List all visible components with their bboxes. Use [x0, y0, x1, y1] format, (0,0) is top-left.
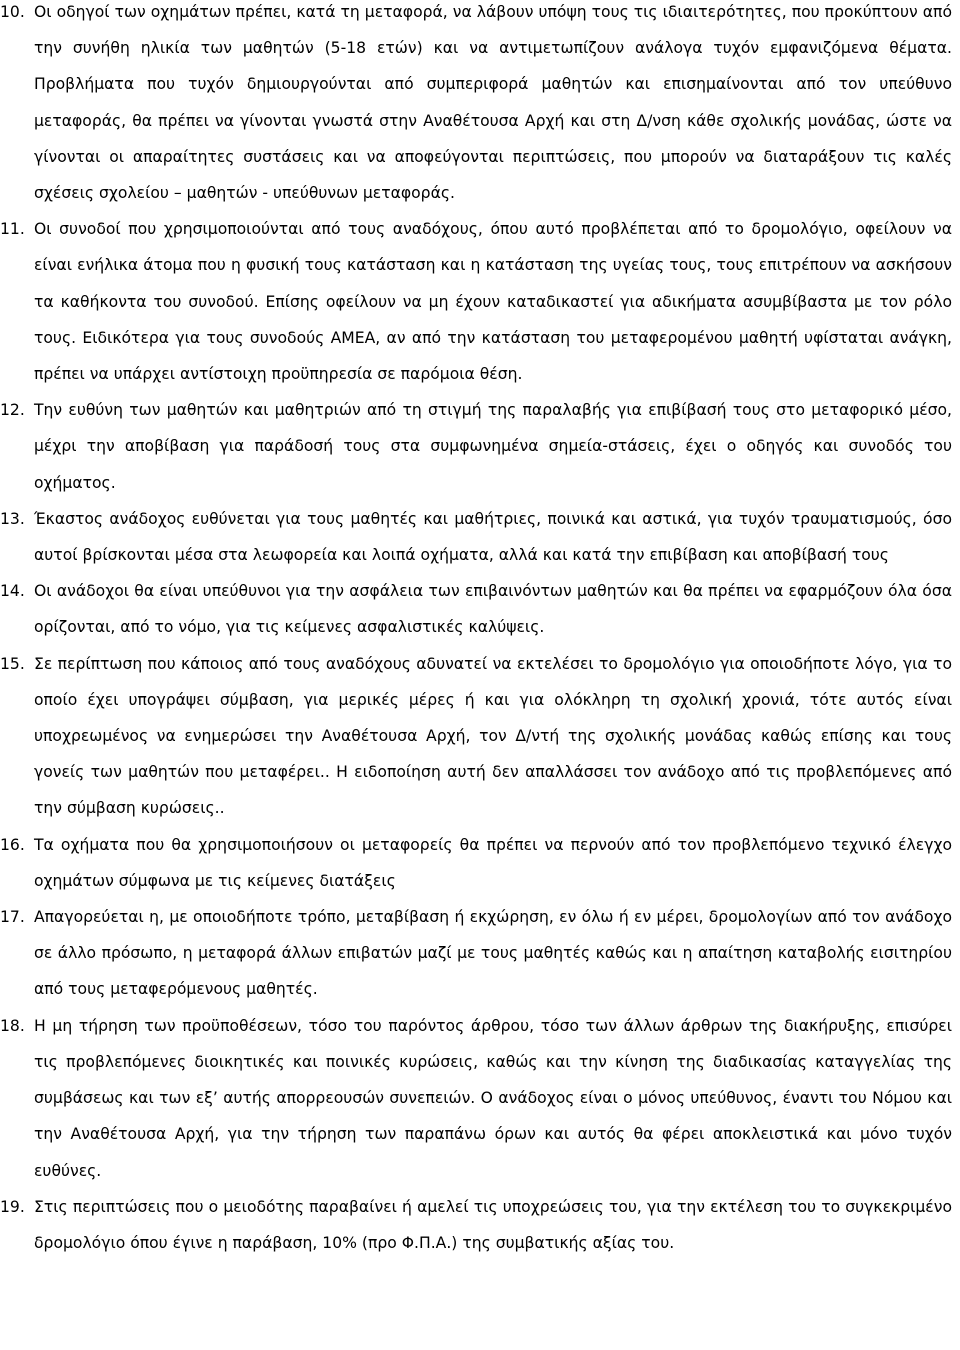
- clause-number: 11.: [0, 220, 25, 239]
- clause-text: Η μη τήρηση των προϋποθέσεων, τόσο του παρόντος άρθρου, τόσο των άλλων άρθρων της διακήρυξης, επισύρει τις προβλεπόμενες διοικητικές και ποινικές κυρώσεις, καθώς και την κίνηση της διαδικασίας καταγγελίας της συμβάσεως και των εξ’ αυτής απορρεουσών συνεπειών. Ο ανάδοχος είναι ο μόνος υπεύθυνος, έναντι του Νόμου και την Αναθέτουσα Αρχή, για την τήρηση των παραπάνω όρων και αυτός θα φέρει αποκλειστικά και μόνο τυχόν ευθύνες.: [34, 1016, 952, 1180]
- clause-10: [0, 0, 952, 211]
- clause-number: 15.: [0, 654, 25, 673]
- clause-13: [0, 501, 952, 573]
- clause-text: Απαγορεύεται η, με οποιοδήποτε τρόπο, μεταβίβαση ή εκχώρηση, εν όλω ή εν μέρει, δρομολογίων από τον ανάδοχο σε άλλο πρόσωπο, η μεταφορά άλλων επιβατών μαζί με τους μαθητές καθώς και η απαίτηση καταβολής εισιτηρίου από τους μεταφερόμενους μαθητές.: [34, 908, 952, 999]
- clause-19: [0, 1189, 952, 1261]
- clause-number: 16.: [0, 835, 25, 854]
- clause-number: 12.: [0, 401, 25, 420]
- clause-text: Την ευθύνη των μαθητών και μαθητριών από τη στιγμή της παραλαβής για επιβίβασή τους στο μεταφορικό μέσο, μέχρι την αποβίβαση για παράδοσή τους στα συμφωνημένα σημεία-στάσεις, έχει ο οδηγός και συνοδός του οχήματος.: [34, 401, 952, 492]
- clause-number: 17.: [0, 908, 25, 927]
- clause-number: 19.: [0, 1197, 25, 1216]
- clause-14: [0, 573, 952, 645]
- clause-text: Σε περίπτωση που κάποιος από τους αναδόχους αδυνατεί να εκτελέσει το δρομολόγιο για οποιοδήποτε λόγο, για το οποίο έχει υπογράψει σύμβαση, για μερικές μέρες ή και για ολόκληρη τη σχολική χρονιά, τότε αυτός είναι υποχρεωμένος να ενημερώσει την Αναθέτουσα Αρχή, τον Δ/ντή της σχολικής μονάδας καθώς επίσης και τους γονείς των μαθητών που μεταφέρει.. Η ειδοποίηση αυτή δεν απαλλάσσει τον ανάδοχο από τις προβλεπόμενες από την σύμβαση κυρώσεις..: [34, 654, 952, 818]
- clause-text: Οι συνοδοί που χρησιμοποιούνται από τους αναδόχους, όπου αυτό προβλέπεται από το δρομολόγιο, οφείλουν να είναι ενήλικα άτομα που η φυσική τους κατάσταση και η κατάσταση της υγείας τους, τους επιτρέπουν να ασκήσουν τα καθήκοντα του συνοδού. Επίσης οφείλουν να μη έχουν καταδικαστεί για αδικήματα ασυμβίβαστα με τον ρόλο τους. Ειδικότερα για τους συνοδούς ΑΜΕΑ, αν από την κατάσταση του μεταφερομένου μαθητή υφίσταται ανάγκη, πρέπει να υπάρχει αντίστοιχη προϋπηρεσία σε παρόμοια θέση.: [34, 220, 952, 384]
- clause-11: [0, 211, 952, 392]
- clause-12: [0, 392, 952, 501]
- clause-text: Οι οδηγοί των οχημάτων πρέπει, κατά τη μεταφορά, να λάβουν υπόψη τους τις ιδιαιτερότητες, που προκύπτουν από την συνήθη ηλικία των μαθητών (5-18 ετών) και να αντιμετωπίζουν ανάλογα τυχόν εμφανιζόμενα θέματα. Προβλήματα που τυχόν δημιουργούνται από συμπεριφορά μαθητών και επισημαίνονται από τον υπεύθυνο μεταφοράς, θα πρέπει να γίνονται γνωστά στην Αναθέτουσα Αρχή και στη Δ/νση κάθε σχολικής μονάδας, ώστε να γίνονται οι απαραίτητες συστάσεις και να αποφεύγονται περιπτώσεις, που μπορούν να διαταράξουν τις καλές σχέσεις σχολείου – μαθητών - υπεύθυνων μεταφοράς.: [34, 3, 952, 203]
- clause-text: Τα οχήματα που θα χρησιμοποιήσουν οι μεταφορείς θα πρέπει να περνούν από τον προβλεπόμενο τεχνικό έλεγχο οχημάτων σύμφωνα με τις κείμενες διατάξεις: [34, 835, 952, 890]
- clause-18: [0, 1008, 952, 1189]
- clause-number: 18.: [0, 1016, 25, 1035]
- clause-15: [0, 646, 952, 827]
- clause-16: [0, 827, 952, 899]
- clause-text: Στις περιπτώσεις που ο μειοδότης παραβαίνει ή αμελεί τις υποχρεώσεις του, για την εκτέλεση του το συγκεκριμένο δρομολόγιο όπου έγινε η παράβαση, 10% (προ Φ.Π.Α.) της συμβατικής αξίας του.: [34, 1197, 952, 1252]
- clause-text: Οι ανάδοχοι θα είναι υπεύθυνοι για την ασφάλεια των επιβαινόντων μαθητών και θα πρέπει να εφαρμόζουν όλα όσα ορίζονται, από το νόμο, για τις κείμενες ασφαλιστικές καλύψεις.: [34, 582, 952, 637]
- clause-number: 13.: [0, 509, 25, 528]
- clause-text: Έκαστος ανάδοχος ευθύνεται για τους μαθητές και μαθήτριες, ποινικά και αστικά, για τυχόν τραυματισμούς, όσο αυτοί βρίσκονται μέσα στα λεωφορεία και λοιπά οχήματα, αλλά και κατά την επιβίβαση και αποβίβασή τους: [34, 509, 952, 565]
- clause-number: 14.: [0, 582, 25, 601]
- clause-number: 10.: [0, 3, 25, 21]
- clause-17: [0, 899, 952, 1008]
